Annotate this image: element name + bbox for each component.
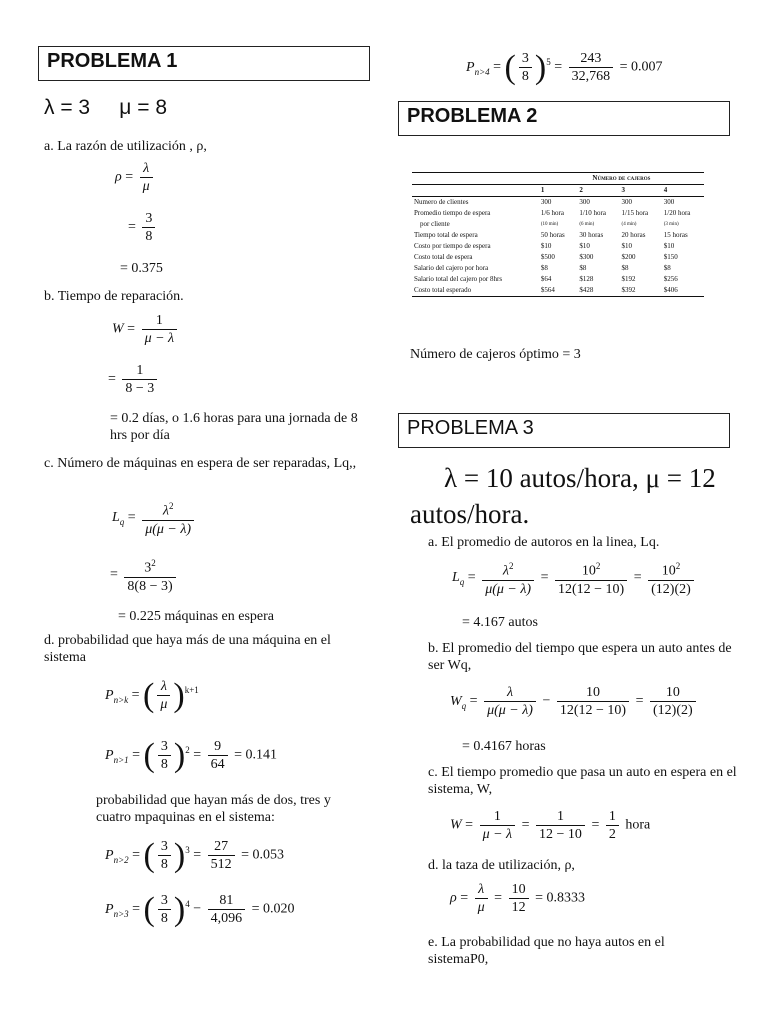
- table-cell: $128: [579, 275, 594, 283]
- col-header: 2: [577, 185, 619, 197]
- table-row: [412, 252, 704, 263]
- p1-pn3-formula: $P_{n>3}$ = ( $\frac{3}{8}$ )$^4$ − $\frac{81}{4,096}$ = 0.020: [105, 890, 295, 928]
- p1-d-label: d. probabilidad que haya más de una máquina en el sistema: [44, 633, 331, 665]
- table-cell: 1/15 hora: [621, 209, 649, 217]
- table-cell: $8: [579, 264, 587, 272]
- p3-rho-formula: ρ = $\frac{\lambda}{\mu}$ = $\frac{10}{12}$ = 0.8333: [450, 882, 585, 915]
- p1-c-result: = 0.225 máquinas en espera: [118, 609, 275, 624]
- table-cell: $428: [577, 285, 619, 297]
- table-cell: 1/6 hora: [540, 209, 564, 217]
- table-cell: $500: [540, 253, 555, 261]
- row-label: por cliente: [420, 220, 450, 228]
- p3-c-label: c. El tiempo promedio que pasa un auto en espera en el sistema, W,: [428, 765, 737, 797]
- problem-1-title: PROBLEMA 1: [38, 46, 370, 81]
- table-cell: 50 horas: [540, 231, 565, 239]
- table-cell: $10: [540, 242, 552, 250]
- table-cell: $300: [579, 253, 594, 261]
- table-cell: $564: [539, 285, 577, 297]
- table-cell: (6 min): [579, 222, 595, 227]
- p1-b-result: = 0.2 días, o 1.6 horas para una jornada de 8 hrs por día: [110, 411, 358, 443]
- table-cell: $8: [540, 264, 548, 272]
- row-label: Costo por tiempo de espera: [414, 242, 491, 250]
- p1-pn1-result: = 0.141: [234, 747, 278, 763]
- table-cell: $256: [663, 275, 678, 283]
- problem-1-params: λ = 3 μ = 8: [44, 96, 167, 119]
- p3-b-label: b. El promedio del tiempo que espera un auto antes de ser Wq,: [428, 641, 732, 673]
- p1-pn2-formula: $P_{n>2}$ = ( $\frac{3}{8}$ )$^3$ = $\frac{27}{512}$ = 0.053: [105, 836, 285, 874]
- p1-rho-formula: ρ = $\frac{\lambda}{\mu}$: [115, 160, 156, 195]
- table-cell: $10: [663, 242, 675, 250]
- table-cell: (4 min): [621, 222, 637, 227]
- problem-2-result: Número de cajeros óptimo = 3: [410, 347, 581, 362]
- row-label: Salario total del cajero por 8hrs: [414, 275, 503, 283]
- p3-e-label: e. La probabilidad que no haya autos en el sistemaP0,: [428, 935, 665, 967]
- table-row: [412, 230, 704, 241]
- p1-a-label: a. La razón de utilización , ρ,: [44, 139, 207, 154]
- p3-d-label: d. la taza de utilización, ρ,: [428, 858, 575, 873]
- table-row: [412, 219, 704, 230]
- table-row: [412, 197, 704, 209]
- p3-a-label: a. El promedio de autoros en la linea, Lq.: [428, 535, 660, 550]
- row-label: Costo total de espera: [414, 253, 473, 261]
- p3-b-result: = 0.4167 horas: [462, 739, 546, 754]
- row-label: Salario del cajero por hora: [414, 264, 489, 272]
- col-header: 4: [662, 185, 704, 197]
- problem-3-params: λ = 10 autos/hora, μ = 12 autos/hora.: [410, 463, 716, 529]
- cashier-table: [412, 172, 704, 297]
- table-cell: 300: [663, 198, 675, 206]
- p1-pnk-formula: $P_{n>k}$ = ( $\frac{\lambda}{\mu}$ )$^{k+1}$: [105, 676, 199, 714]
- table-cell: 20 horas: [621, 231, 646, 239]
- p1-c-label: c. Número de máquinas en espera de ser reparadas, Lq,,: [44, 456, 357, 471]
- table-cell: $192: [621, 275, 636, 283]
- p1-pn1-formula: $P_{n>1}$ = ( $\frac{3}{8}$ )$^2$ = $\frac{9}{64}$ = 0.141: [105, 736, 278, 774]
- col-header: 1: [539, 185, 577, 197]
- p1-pn3-result: = 0.020: [251, 901, 295, 917]
- table-cell: 1/20 hora: [663, 209, 691, 217]
- p1-lq-sub: = $\frac{3^2}{8(8 - 3)}$: [110, 555, 179, 595]
- table-cell: 300: [540, 198, 552, 206]
- p1-lq-formula: $L_q$ = $\frac{\lambda^2}{\mu(\mu - \lambda)}$: [112, 498, 197, 538]
- p1-b-label: b. Tiempo de reparación.: [44, 289, 184, 304]
- p3-lq-formula: $L_q$ = $\frac{\lambda^2}{\mu(\mu - \lambda)}$ = $\frac{10^2}{12(12 - 10)}$ = $\frac{10^2}{(12)(2)}$: [452, 558, 697, 598]
- table-cell: $10: [621, 242, 633, 250]
- p3-a-result: = 4.167 autos: [462, 615, 538, 630]
- row-label: Promedio tiempo de espera: [414, 209, 491, 217]
- table-cell: 300: [621, 198, 633, 206]
- table-cell: 15 horas: [663, 231, 688, 239]
- p1-rho-sub: = $\frac{3}{8}$: [128, 210, 158, 245]
- table-caption: Número de cajeros: [539, 173, 704, 185]
- problem-2-title: PROBLEMA 2: [398, 101, 730, 136]
- problem-3-title: PROBLEMA 3: [398, 413, 730, 448]
- table-row: [412, 208, 704, 219]
- row-label: Tiempo total de espera: [414, 231, 478, 239]
- table-cell: $150: [663, 253, 678, 261]
- table-cell: $392: [620, 285, 662, 297]
- p1-pn4-formula: $P_{n>4}$ = ( $\frac{3}{8}$ )$^5$ = $\frac{243}{32,768}$ = 0.007: [466, 48, 663, 86]
- table-cell: $8: [621, 264, 629, 272]
- p3-c-unit: hora: [625, 817, 651, 833]
- table-cell: $64: [540, 275, 552, 283]
- table-cell: 30 horas: [579, 231, 604, 239]
- row-label: Numero de clientes: [414, 198, 469, 206]
- p3-wq-formula: $W_q$ = $\frac{\lambda}{\mu(\mu - \lambda)}$ − $\frac{10}{12(12 - 10)}$ = $\frac{10}{(12)(2)}$: [450, 684, 699, 719]
- p1-pn4-result: = 0.007: [619, 59, 663, 75]
- table-cell: $200: [621, 253, 636, 261]
- table-cell: $8: [663, 264, 671, 272]
- table-cell: $10: [579, 242, 590, 250]
- p3-d-result: = 0.8333: [535, 890, 585, 906]
- p3-w-formula: W = $\frac{1}{\mu - \lambda}$ = $\frac{1}{12 - 10}$ = $\frac{1}{2}$ hora: [450, 809, 651, 842]
- table-cell: (10 min): [540, 222, 559, 227]
- table-cell: $406: [662, 285, 704, 297]
- table-row: [412, 241, 704, 252]
- table-cell: (3 min): [663, 222, 679, 227]
- table-row: [412, 274, 704, 285]
- table-cell: 300: [579, 198, 590, 206]
- col-header: 3: [620, 185, 662, 197]
- table-row: [412, 285, 704, 297]
- p1-w-sub: = $\frac{1}{8 - 3}$: [108, 362, 160, 397]
- table-cell: 1/10 hora: [579, 209, 606, 217]
- table-row: [412, 263, 704, 274]
- p1-d-text: probabilidad que hayan más de dos, tres y cuatro mpaquinas en el sistema:: [96, 793, 331, 825]
- p1-pn2-result: = 0.053: [241, 847, 285, 863]
- p1-w-formula: W = $\frac{1}{\mu - \lambda}$: [112, 312, 180, 347]
- p1-a-result: = 0.375: [120, 261, 163, 276]
- row-label: Costo total esperado: [412, 285, 539, 297]
